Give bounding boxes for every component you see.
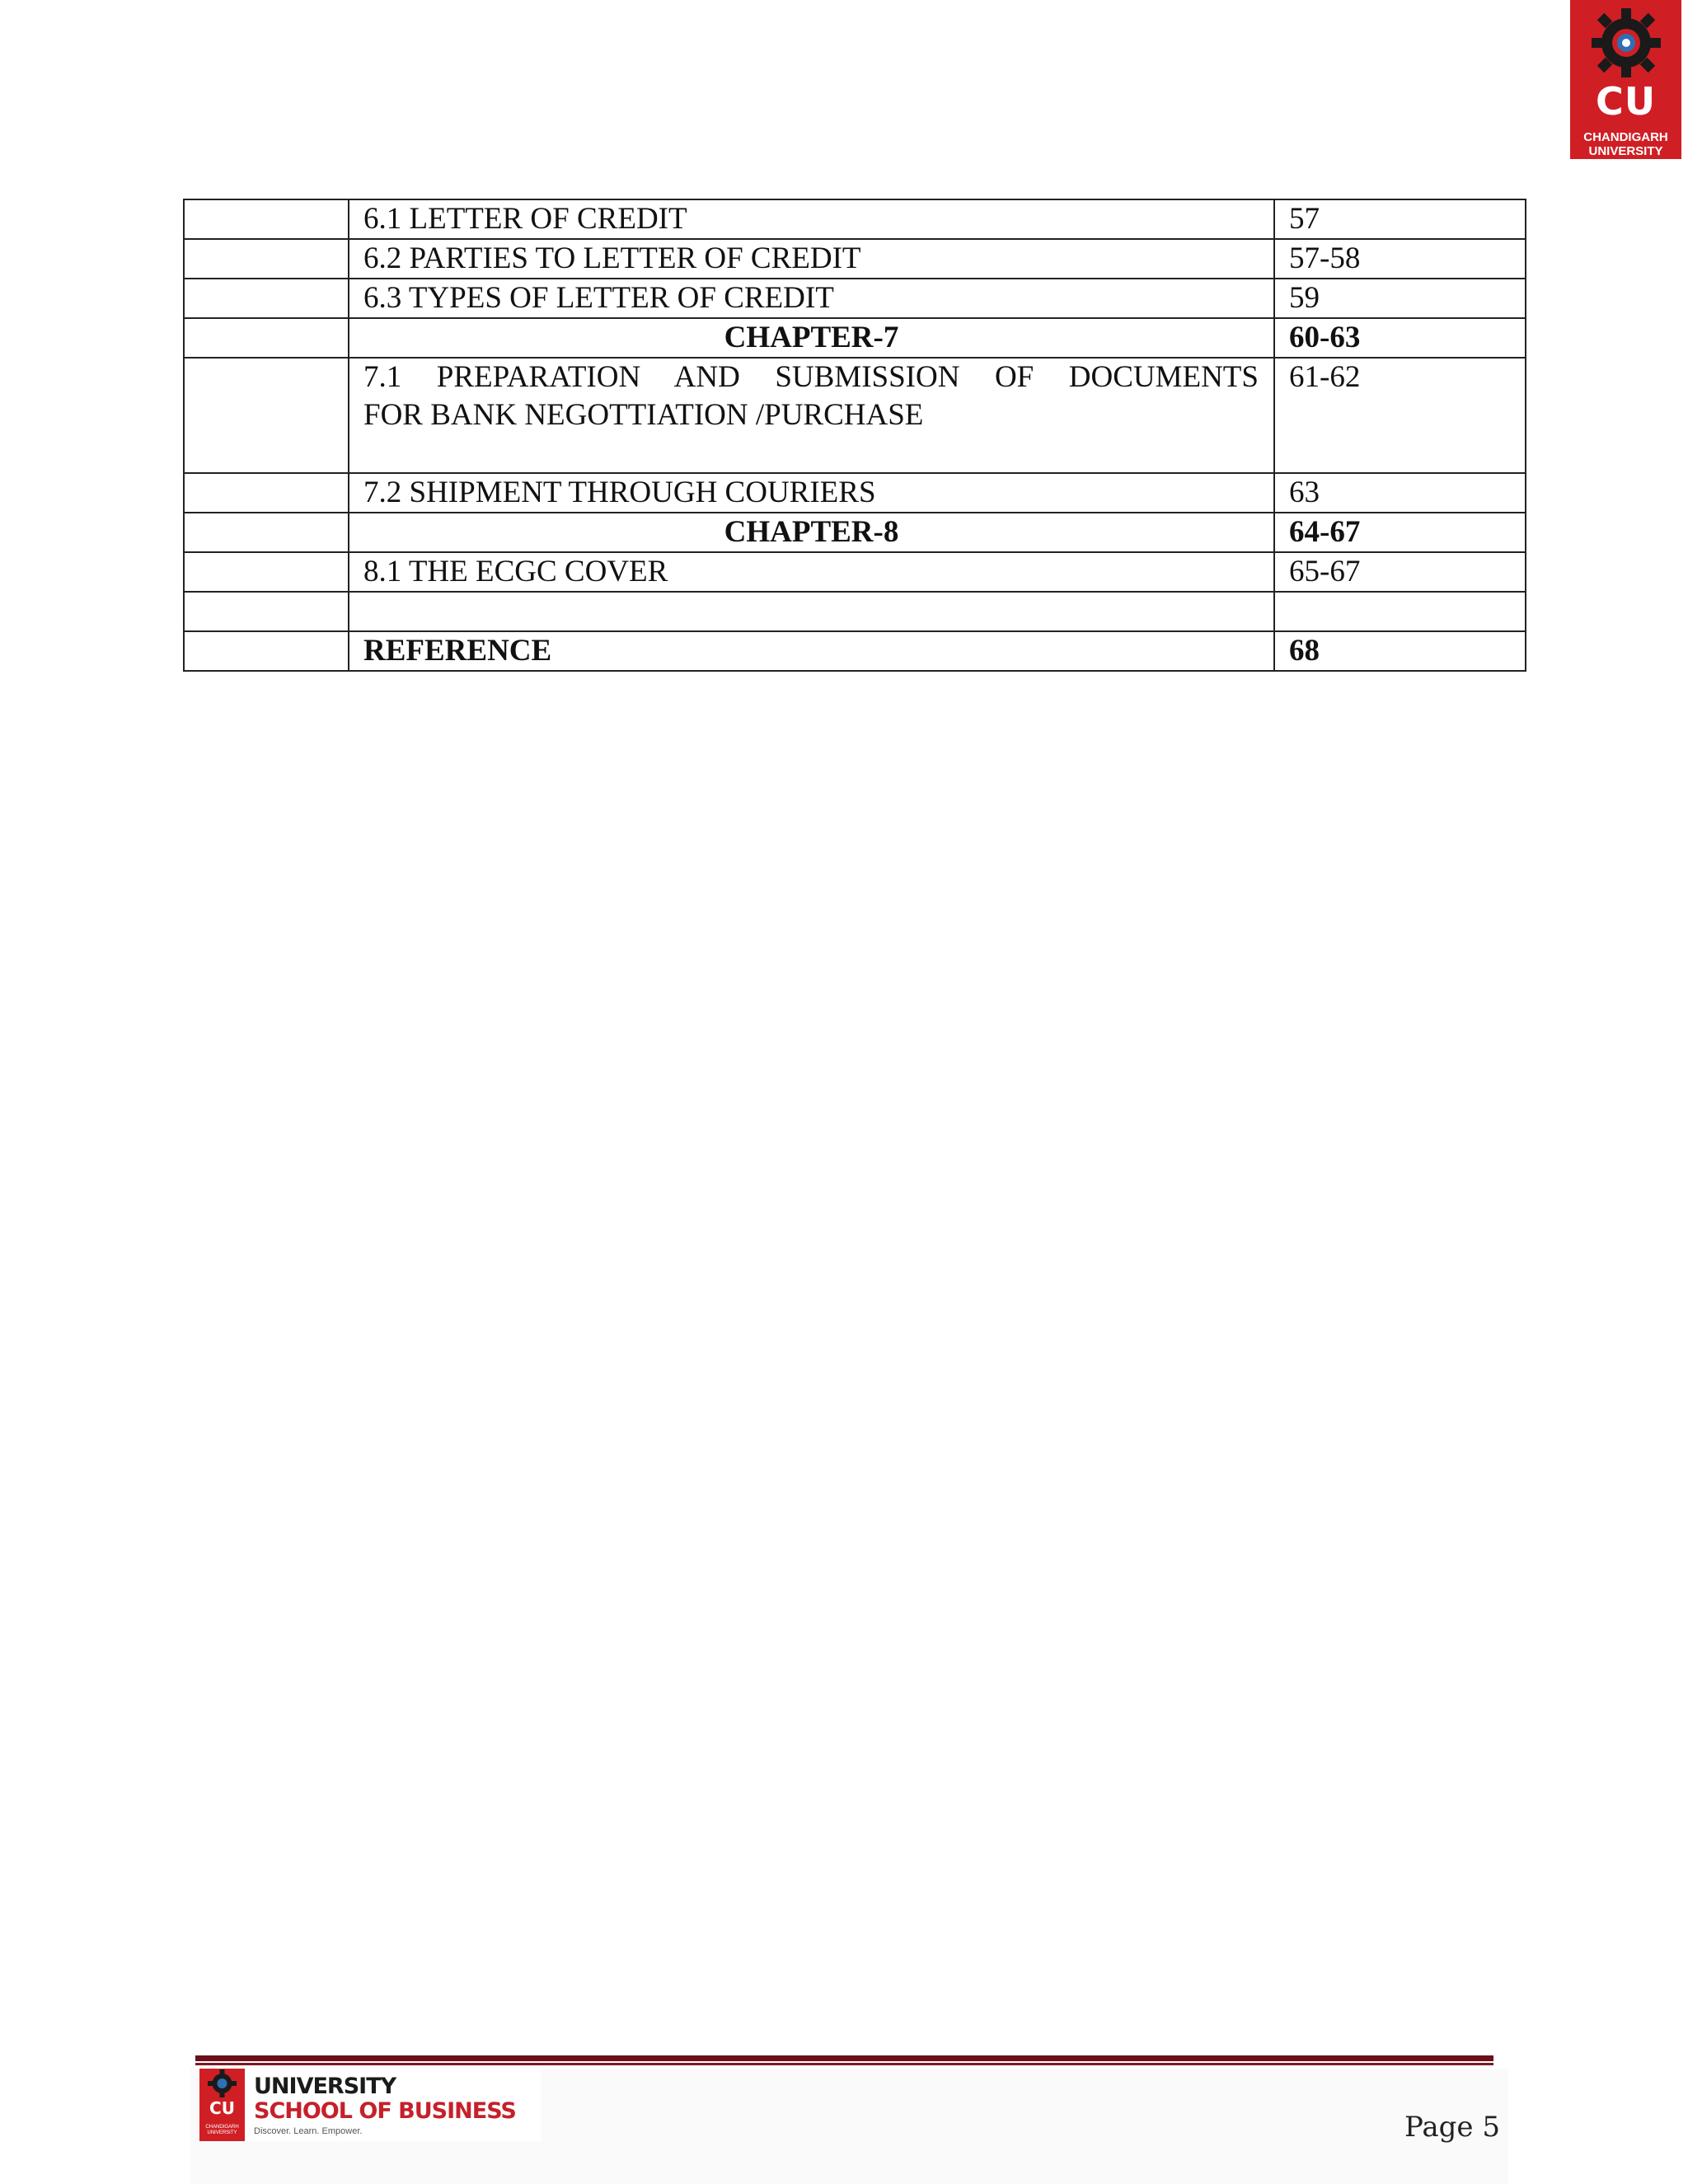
school-name-line2: SCHOOL OF BUSINESS	[254, 2098, 516, 2124]
toc-title: 6.1 LETTER OF CREDIT	[349, 199, 1274, 239]
toc-pages: 65-67	[1274, 552, 1526, 592]
toc-blank-cell	[184, 199, 349, 239]
logo-mark-text: CU	[1595, 79, 1657, 124]
school-logo-sub: CHANDIGARH UNIVERSITY	[205, 2125, 239, 2135]
footer-rule	[195, 2055, 1493, 2061]
toc-pages: 57	[1274, 199, 1526, 239]
toc-row	[184, 199, 1526, 239]
toc-blank-cell	[184, 513, 349, 552]
toc-empty-row	[184, 592, 1526, 631]
toc-pages: 63	[1274, 473, 1526, 513]
toc-pages: 60-63	[1274, 318, 1526, 358]
chapter-heading: CHAPTER-8	[349, 513, 1274, 552]
toc-blank-cell	[184, 239, 349, 279]
toc-row	[184, 279, 1526, 318]
toc-pages: 64-67	[1274, 513, 1526, 552]
toc-chapter-row	[184, 318, 1526, 358]
footer-rule-thin	[195, 2063, 1493, 2065]
toc-blank-cell	[184, 358, 349, 473]
toc-pages: 68	[1274, 631, 1526, 671]
toc-row	[184, 358, 1526, 473]
toc-pages: 61-62	[1274, 358, 1526, 473]
toc-blank-cell	[184, 473, 349, 513]
toc-row	[184, 239, 1526, 279]
toc-blank-cell	[184, 592, 349, 631]
school-tagline: Discover. Learn. Empower.	[254, 2126, 363, 2136]
toc-chapter-row	[184, 513, 1526, 552]
gear-emblem-icon	[1585, 5, 1667, 81]
toc-title: REFERENCE	[349, 631, 1274, 671]
toc-title: 8.1 THE ECGC COVER	[349, 552, 1274, 592]
school-logo	[199, 2069, 541, 2141]
university-logo	[1570, 0, 1681, 159]
school-name-line1: UNIVERSITY	[254, 2074, 396, 2099]
toc-blank-cell	[184, 318, 349, 358]
toc-pages: 59	[1274, 279, 1526, 318]
toc-title: 7.2 SHIPMENT THROUGH COURIERS	[349, 473, 1274, 513]
toc-title-line: 7.1 PREPARATION AND SUBMISSION OF DOCUMENTS	[363, 360, 1259, 394]
school-logo-mark	[199, 2069, 245, 2141]
toc-row	[184, 473, 1526, 513]
page-number: Page 5	[1404, 2111, 1500, 2144]
toc-title: 6.3 TYPES OF LETTER OF CREDIT	[349, 279, 1274, 318]
toc-blank-cell	[184, 631, 349, 671]
logo-name-line1: CHANDIGARH	[1583, 130, 1668, 144]
toc-reference-row	[184, 631, 1526, 671]
gear-emblem-icon	[199, 2069, 245, 2098]
chapter-heading: CHAPTER-7	[349, 318, 1274, 358]
toc-pages: 57-58	[1274, 239, 1526, 279]
toc-blank-cell	[184, 552, 349, 592]
toc-title	[349, 358, 1274, 473]
toc-title-line: FOR BANK NEGOTTIATION /PURCHASE	[363, 398, 924, 432]
logo-name-line2: UNIVERSITY	[1588, 144, 1663, 158]
toc-row	[184, 552, 1526, 592]
toc-blank-cell	[184, 279, 349, 318]
toc-title	[349, 592, 1274, 631]
toc-pages	[1274, 592, 1526, 631]
toc-title: 6.2 PARTIES TO LETTER OF CREDIT	[349, 239, 1274, 279]
toc-table	[183, 199, 1526, 672]
school-logo-mark-text: CU	[209, 2098, 235, 2118]
